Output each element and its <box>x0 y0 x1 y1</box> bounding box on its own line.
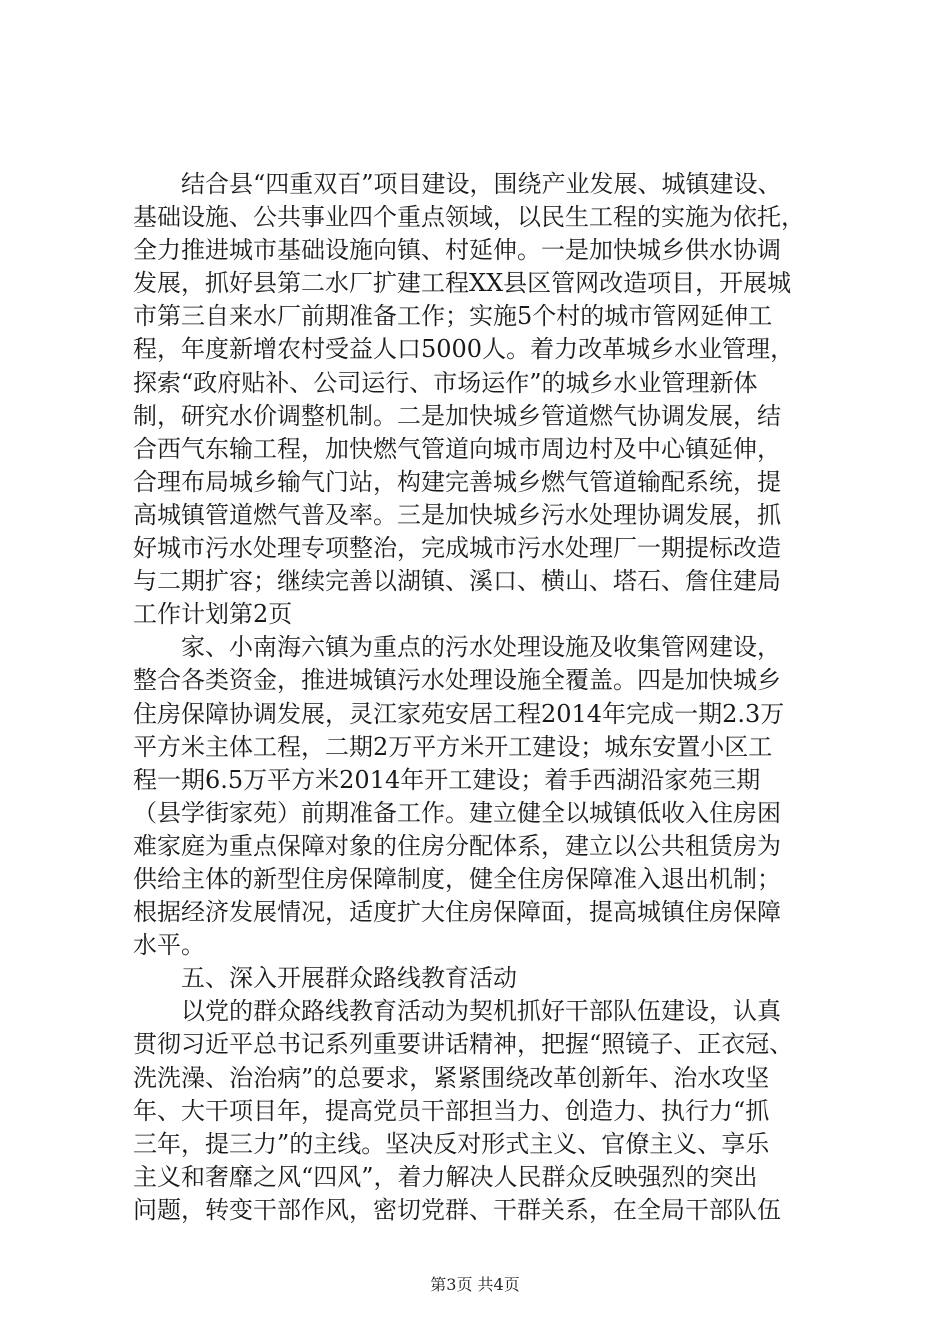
text-line: 工作计划第2页 <box>133 600 293 629</box>
text-line: 贯彻习近平总书记系列重要讲话精神，把握“照镜子、正衣冠、 <box>133 1030 794 1059</box>
text-line: 市第三自来水厂前期准备工作；实施5个村的城市管网延伸工 <box>133 302 773 331</box>
text-line: 年、大干项目年，提高党员干部担当力、创造力、执行力“抓 <box>133 1096 770 1125</box>
text-line: 洗洗澡、治治病”的总要求，紧紧围绕改革创新年、治水攻坚 <box>133 1063 770 1092</box>
document-body <box>133 168 833 1227</box>
text-line: 基础设施、公共事业四个重点领域，以民生工程的实施为依托， <box>133 203 805 232</box>
text-line: 高城镇管道燃气普及率。三是加快城乡污水处理协调发展，抓 <box>133 500 781 529</box>
text-line: 全力推进城市基础设施向镇、村延伸。一是加快城乡供水协调 <box>133 236 781 265</box>
page-number-footer: 第3页 共4页 <box>430 1275 520 1294</box>
text-line: 根据经济发展情况，适度扩大住房保障面，提高城镇住房保障 <box>133 898 781 927</box>
text-line: 家、小南海六镇为重点的污水处理设施及收集管网建设， <box>181 633 781 662</box>
text-line: 供给主体的新型住房保障制度，健全住房保障准入退出机制； <box>133 864 781 893</box>
text-line: 以党的群众路线教育活动为契机抓好干部队伍建设，认真 <box>181 997 781 1026</box>
text-line: 主义和奢靡之风“四风”，着力解决人民群众反映强烈的突出 <box>133 1162 758 1191</box>
text-line: 合西气东输工程，加快燃气管道向城市周边村及中心镇延伸， <box>133 434 781 463</box>
text-line: 制，研究水价调整机制。二是加快城乡管道燃气协调发展，结 <box>133 401 781 430</box>
text-line: 问题，转变干部作风，密切党群、干群关系，在全局干部队伍 <box>133 1195 781 1224</box>
text-line: 住房保障协调发展，灵江家苑安居工程2014年完成一期2.3万 <box>133 699 785 728</box>
text-line: 难家庭为重点保障对象的住房分配体系，建立以公共租赁房为 <box>133 831 781 860</box>
text-line: 探索“政府贴补、公司运行、市场运作”的城乡水业管理新体 <box>133 368 758 397</box>
text-line: 合理布局城乡输气门站，构建完善城乡燃气管道输配系统，提 <box>133 467 781 496</box>
text-line: 水平。 <box>133 931 205 960</box>
text-line: 发展，抓好县第二水厂扩建工程XX县区管网改造项目，开展城 <box>133 269 792 298</box>
text-line: 与二期扩容；继续完善以湖镇、溪口、横山、塔石、詹住建局 <box>133 567 781 596</box>
text-line: 平方米主体工程，二期2万平方米开工建设；城东安置小区工 <box>133 732 773 761</box>
section-heading: 五、深入开展群众路线教育活动 <box>181 964 517 993</box>
text-line: 结合县“四重双百”项目建设，围绕产业发展、城镇建设、 <box>181 170 782 198</box>
text-line: 好城市污水处理专项整治，完成城市污水处理厂一期提标改造 <box>133 534 781 563</box>
text-line: （县学街家苑）前期准备工作。建立健全以城镇低收入住房困 <box>133 798 781 827</box>
text-line: 程一期6.5万平方米2014年开工建设；着手西湖沿家苑三期 <box>133 765 761 794</box>
text-line: 三年，提三力”的主线。坚决反对形式主义、官僚主义、享乐 <box>133 1129 770 1158</box>
text-line: 整合各类资金，推进城镇污水处理设施全覆盖。四是加快城乡 <box>133 666 781 695</box>
text-line: 程，年度新增农村受益人口5000人。着力改革城乡水业管理， <box>133 335 795 364</box>
